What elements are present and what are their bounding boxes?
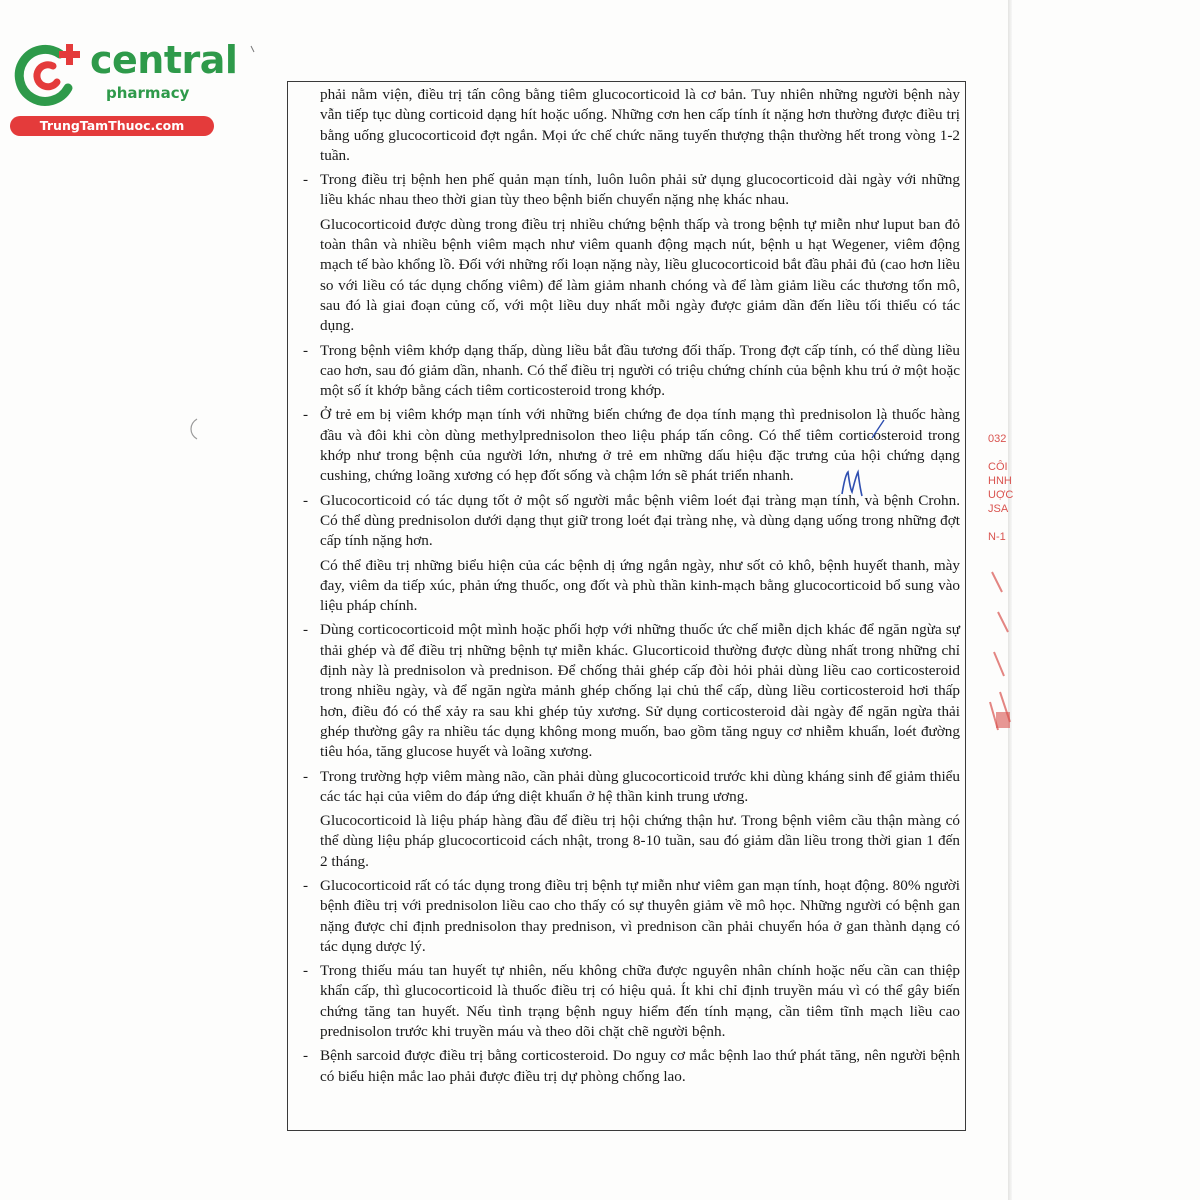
bullet-dash: - — [303, 962, 309, 980]
bullet-dash: - — [303, 341, 309, 359]
paragraph — [303, 85, 960, 166]
document-body — [303, 85, 960, 1091]
bullet-dash: - — [303, 621, 309, 639]
paragraph — [303, 215, 960, 337]
handwritten-initial — [840, 468, 864, 498]
paragraph-text: Trong thiếu máu tan huyết tự nhiên, nếu không chữa được nguyên nhân chính hoặc nếu cần can thiệp khẩn cấp, thì glucocorticoid là thuốc điều trị có hiệu quả. Ít khi chỉ định truyền máu vì có thể gây biến chứng tăng tan huyết. Nếu tình trạng bệnh nguy hiểm đến tính mạng, cần tiêm tĩnh mạch liều cao prednisolon trước khi truyền máu và theo dõi chặt chẽ người bệnh. — [320, 962, 960, 1041]
bullet-paragraph — [303, 491, 960, 552]
paragraph-text: Ở trẻ em bị viêm khớp mạn tính với những biến chứng đe dọa tính mạng thì prednisolon là thuốc hàng đầu và đôi khi còn dùng methylprednisolon theo liệu pháp tấn công. Có thể tiêm corticosteroid trong khớp như trong bệnh của người lớn, nhưng ở trẻ em những dấu hiệu đặc trưng của hội chứng dạng cushing, chứng loãng xương có hẹp đốt sống và chậm lớn sẽ phát triển nhanh. — [320, 406, 960, 485]
bullet-paragraph — [303, 1046, 960, 1087]
scan-speck — [250, 45, 256, 53]
plus-cross-icon — [12, 38, 86, 112]
bullet-paragraph — [303, 961, 960, 1042]
paragraph-text: Glucocorticoid rất có tác dụng trong điều trị bệnh tự miễn như viêm gan mạn tính, hoạt động. 80% người bệnh điều trị với prednisolon liều cao cho thấy có sự thuyên giảm về mô học. Những người có bệnh gan nặng được chỉ định prednisolon thay prednison, vì prednison cần phải chuyển hóa ở gan thành dạng có tác dụng dược lý. — [320, 876, 960, 955]
bullet-paragraph — [303, 876, 960, 957]
paragraph-text: Glucocorticoid là liệu pháp hàng đầu để điều trị hội chứng thận hư. Trong bệnh viêm cầu thận màng có thể dùng liệu pháp glucocorticoid cách nhật, trong 8-10 tuần, sau đó giảm dần liều trong thời gian 1 đến 2 tháng. — [320, 812, 960, 870]
stamp-line: JSA — [988, 503, 1009, 515]
bullet-dash: - — [303, 171, 309, 189]
paragraph — [303, 811, 960, 872]
paragraph-text: Dùng corticocorticoid một mình hoặc phối hợp với những thuốc ức chế miễn dịch khác để ngăn ngừa sự thải ghép và để điều trị những bệnh tự miễn khác. Glucorticoid thường được dùng nhất trong những chỉ định này là prednisolon và prednison. Để chống thải ghép cấp đòi hỏi phải dùng liều cao corticosteroid trong nhiều ngày, và để ngăn ngừa mảnh ghép chống lại chủ thể cấp, dùng liều corticosteroid hơi thấp hơn, điều đó có thể xảy ra sau khi ghép tủy xương. Sử dụng corticosteroid dài ngày để ngăn ngừa thải ghép thường gây ra nhiều tác dụng không mong muốn, bao gồm tăng nguy cơ nhiễm khuẩn, loét đường tiêu hóa, tăng glucose huyết và loãng xương. — [320, 621, 960, 761]
stamp-line: HNH — [988, 475, 1012, 487]
bullet-paragraph — [303, 341, 960, 402]
bullet-dash: - — [303, 1047, 309, 1065]
bullet-dash: - — [303, 876, 309, 894]
bullet-dash: - — [303, 767, 309, 785]
stamp-texture — [988, 552, 1014, 732]
bullet-paragraph — [303, 767, 960, 808]
paragraph-text: Trong bệnh viêm khớp dạng thấp, dùng liều bắt đầu tương đối thấp. Trong đợt cấp tính, có thể dùng liều cao hơn, sau đó giảm dần, nhanh. Có thể điều trị người có triệu chứng chính của bệnh khu trú ở một hoặc một số ít khớp bằng cách tiêm corticosteroid trong khớp. — [320, 341, 960, 400]
red-stamp — [988, 432, 1014, 732]
stamp-line: UỢC — [988, 489, 1014, 501]
paragraph-text: phải nằm viện, điều trị tấn công bằng tiêm glucocorticoid là cơ bản. Tuy nhiên những người bệnh này vẫn tiếp tục dùng corticoid dạng hít hoặc uống. Những cơn hen cấp tính ít nặng hơn thường được điều trị bằng uống glucocorticoid đợt ngắn. Mọi ức chế chức năng tuyến thượng thận thường hết trong vòng 1-2 tuần. — [320, 86, 960, 164]
paragraph-text: Glucocorticoid được dùng trong điều trị nhiều chứng bệnh thấp và trong bệnh tự miễn như luput ban đỏ toàn thân và nhiều bệnh viêm mạch như viêm quanh động mạch nút, bệnh u hạt Wegener, viêm động mạch tế bào khổng lồ. Đối với những rối loạn nặng này, liều glucocorticoid bắt đầu phải đủ (cao hơn liều so với liều có tác dụng chống viêm) để làm giảm nhanh chóng và để làm giảm liều các thương tổn mô, sau đó là giai đoạn củng cố, với một liều duy nhất mỗi ngày được giảm dần đến liều tối thiểu có tác dụng. — [320, 215, 960, 335]
bullet-paragraph — [303, 170, 960, 211]
paragraph — [303, 556, 960, 617]
stamp-line: 032 — [988, 433, 1007, 445]
bullet-paragraph — [303, 620, 960, 762]
bullet-dash: - — [303, 406, 309, 424]
stamp-line: CÔI — [988, 461, 1008, 473]
paragraph-text: Bệnh sarcoid được điều trị bằng corticosteroid. Do nguy cơ mắc bệnh lao thứ phát tăng, nên người bệnh có biểu hiện mắc lao phải được điều trị dự phòng chống lao. — [320, 1047, 960, 1085]
stamp-line — [988, 516, 1014, 530]
paragraph-text: Trong điều trị bệnh hen phế quản mạn tính, luôn luôn phải sử dụng glucocorticoid dài ngày với những liều khác nhau theo thời gian tùy theo bệnh biến chuyển nặng nhẹ khác nhau. — [320, 171, 960, 209]
brand-url-badge[interactable]: TrungTamThuoc.com — [10, 116, 214, 136]
bullet-dash: - — [303, 491, 309, 509]
pen-stroke — [868, 418, 888, 440]
stamp-line — [988, 446, 1014, 460]
paragraph-text: Glucocorticoid có tác dụng tốt ở một số người mắc bệnh viêm loét đại tràng mạn tính, và bệnh Crohn. Có thể dùng prednisolon dưới dạng thụt giữ trong loét đại tràng nhẹ, và dùng dạng uống trong những đợt cấp tính nặng hơn. — [320, 491, 960, 550]
scan-artifact — [186, 418, 200, 440]
brand-subtitle: pharmacy — [106, 84, 190, 102]
stamp-line: N-1 — [988, 531, 1006, 543]
brand-name: central — [90, 38, 238, 82]
brand-logo[interactable] — [8, 36, 238, 146]
paragraph-text: Có thể điều trị những biểu hiện của các bệnh dị ứng ngắn ngày, như sốt cỏ khô, bệnh huyết thanh, mày đay, viêm da tiếp xúc, phản ứng thuốc, ong đốt và phù thần kinh-mạch bằng glucocorticoid bổ sung vào liệu pháp chính. — [320, 556, 960, 615]
paragraph-text: Trong trường hợp viêm màng não, cần phải dùng glucocorticoid trước khi dùng kháng sinh để giảm thiểu các tác hại của viêm do đáp ứng diệt khuẩn ở hệ thần kinh trung ương. — [320, 767, 960, 805]
